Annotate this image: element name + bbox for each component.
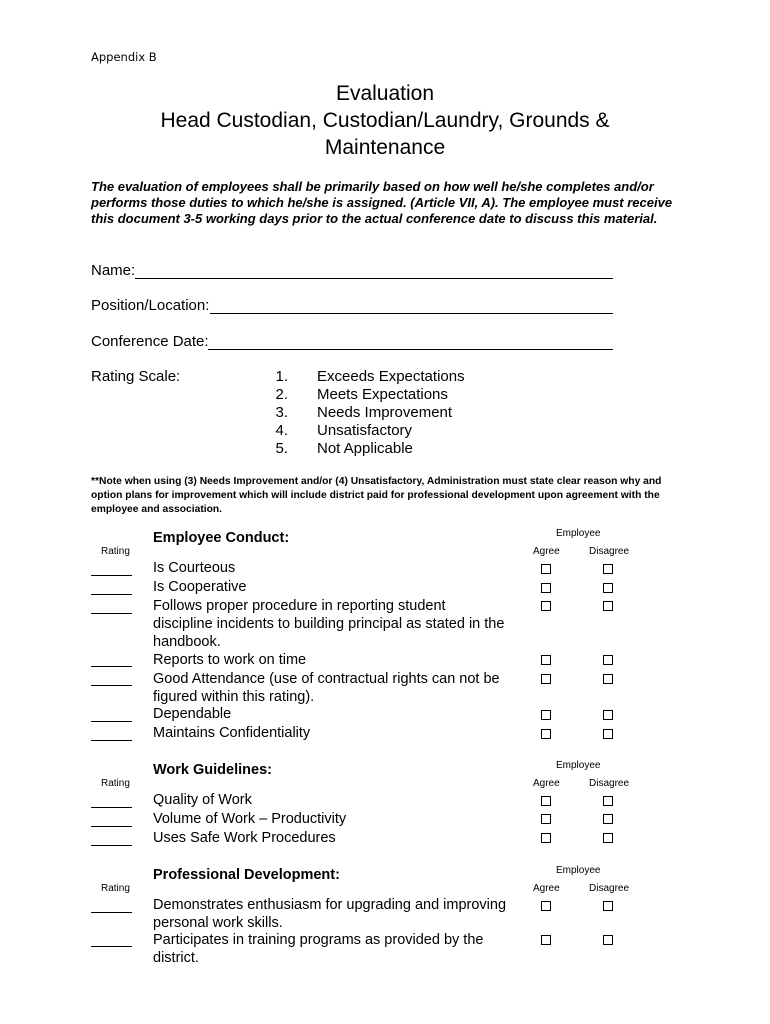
conduct-item: Good Attendance (use of contractual rights can not be figured within this rating).: [153, 671, 500, 705]
agree-checkbox[interactable]: [541, 935, 551, 945]
disagree-checkbox[interactable]: [603, 901, 613, 911]
disagree-checkbox[interactable]: [603, 710, 613, 720]
rating-blank[interactable]: [91, 845, 132, 846]
guidelines-item: Volume of Work – Productivity: [153, 811, 347, 827]
disagree-checkbox[interactable]: [603, 601, 613, 611]
agree-column-label: Agree: [533, 883, 560, 894]
position-field-label: Position/Location:: [91, 297, 210, 314]
employee-column-label: Employee: [556, 760, 601, 771]
agree-checkbox[interactable]: [541, 901, 551, 911]
rating-scale-text: Meets Expectations: [317, 386, 448, 403]
conduct-item: Is Courteous: [153, 560, 236, 576]
rating-column-label: Rating: [101, 778, 130, 789]
rating-blank[interactable]: [91, 721, 132, 722]
agree-checkbox[interactable]: [541, 729, 551, 739]
employee-column-label: Employee: [556, 865, 601, 876]
employee-conduct-heading: Employee Conduct:: [153, 530, 290, 546]
rating-blank[interactable]: [91, 807, 132, 808]
agree-checkbox[interactable]: [541, 833, 551, 843]
agree-checkbox[interactable]: [541, 796, 551, 806]
rating-blank[interactable]: [91, 575, 132, 576]
agree-checkbox[interactable]: [541, 674, 551, 684]
employee-column-label: Employee: [556, 528, 601, 539]
rating-scale-text: Needs Improvement: [317, 404, 453, 421]
rating-blank[interactable]: [91, 685, 132, 686]
conduct-item: Reports to work on time: [153, 652, 307, 668]
disagree-checkbox[interactable]: [603, 564, 613, 574]
appendix-label: Appendix B: [91, 50, 157, 64]
rating-scale-number: 3.: [275, 404, 288, 421]
rating-scale-text: Exceeds Expectations: [317, 368, 465, 385]
disagree-checkbox[interactable]: [603, 674, 613, 684]
rating-blank[interactable]: [91, 912, 132, 913]
disagree-checkbox[interactable]: [603, 935, 613, 945]
agree-checkbox[interactable]: [541, 564, 551, 574]
development-item: Participates in training programs as provided by the district.: [153, 932, 484, 966]
disagree-checkbox[interactable]: [603, 729, 613, 739]
disagree-checkbox[interactable]: [603, 655, 613, 665]
guidelines-item: Uses Safe Work Procedures: [153, 830, 336, 846]
note-paragraph: **Note when using (3) Needs Improvement and/or (4) Unsatisfactory, Administration must state clear reason why and option plans for improvement which will include district paid for professional development upon agreement with the employee and association.: [91, 476, 662, 515]
guidelines-item: Quality of Work: [153, 792, 252, 808]
agree-column-label: Agree: [533, 546, 560, 557]
rating-column-label: Rating: [101, 546, 130, 557]
agree-checkbox[interactable]: [541, 710, 551, 720]
rating-column-label: Rating: [101, 883, 130, 894]
title-line-1: Evaluation: [335, 82, 435, 105]
rating-blank[interactable]: [91, 594, 132, 595]
title-line-3: Maintenance: [324, 136, 446, 159]
intro-paragraph: The evaluation of employees shall be primarily based on how well he/she completes and/or performs those duties to which he/she is assigned. (Article VII, A). The employee must receive this document 3-5 working days prior to the actual conference date to discuss this material.: [91, 179, 673, 226]
name-input-line[interactable]: [135, 278, 613, 279]
disagree-column-label: Disagree: [589, 778, 630, 789]
title-line-2: Head Custodian, Custodian/Laundry, Grounds &: [160, 109, 610, 132]
disagree-column-label: Disagree: [589, 546, 630, 557]
rating-blank[interactable]: [91, 740, 132, 741]
development-item: Demonstrates enthusiasm for upgrading and improving personal work skills.: [153, 897, 507, 931]
rating-scale-text: Unsatisfactory: [317, 422, 413, 439]
rating-blank[interactable]: [91, 613, 132, 614]
rating-blank[interactable]: [91, 666, 132, 667]
disagree-checkbox[interactable]: [603, 833, 613, 843]
agree-checkbox[interactable]: [541, 655, 551, 665]
conduct-item: Dependable: [153, 706, 232, 722]
conduct-item: Is Cooperative: [153, 579, 247, 595]
rating-scale-text: Not Applicable: [317, 440, 413, 457]
disagree-checkbox[interactable]: [603, 583, 613, 593]
rating-scale-label: Rating Scale:: [91, 368, 181, 385]
agree-checkbox[interactable]: [541, 601, 551, 611]
work-guidelines-heading: Work Guidelines:: [153, 762, 272, 778]
rating-scale-number: 2.: [275, 386, 288, 403]
agree-checkbox[interactable]: [541, 583, 551, 593]
rating-blank[interactable]: [91, 946, 132, 947]
position-input-line[interactable]: [210, 313, 613, 314]
rating-scale-number: 1.: [275, 368, 288, 385]
rating-blank[interactable]: [91, 826, 132, 827]
conduct-item: Follows proper procedure in reporting student discipline incidents to building principal as stated in the handbook.: [153, 598, 505, 650]
conference-date-input-line[interactable]: [208, 349, 613, 350]
agree-column-label: Agree: [533, 778, 560, 789]
conference-date-field-label: Conference Date:: [91, 333, 209, 350]
rating-scale-number: 5.: [275, 440, 288, 457]
conduct-item: Maintains Confidentiality: [153, 725, 311, 741]
disagree-column-label: Disagree: [589, 883, 630, 894]
disagree-checkbox[interactable]: [603, 814, 613, 824]
rating-scale-number: 4.: [275, 422, 288, 439]
agree-checkbox[interactable]: [541, 814, 551, 824]
disagree-checkbox[interactable]: [603, 796, 613, 806]
professional-development-heading: Professional Development:: [153, 867, 340, 883]
name-field-label: Name:: [91, 262, 136, 279]
